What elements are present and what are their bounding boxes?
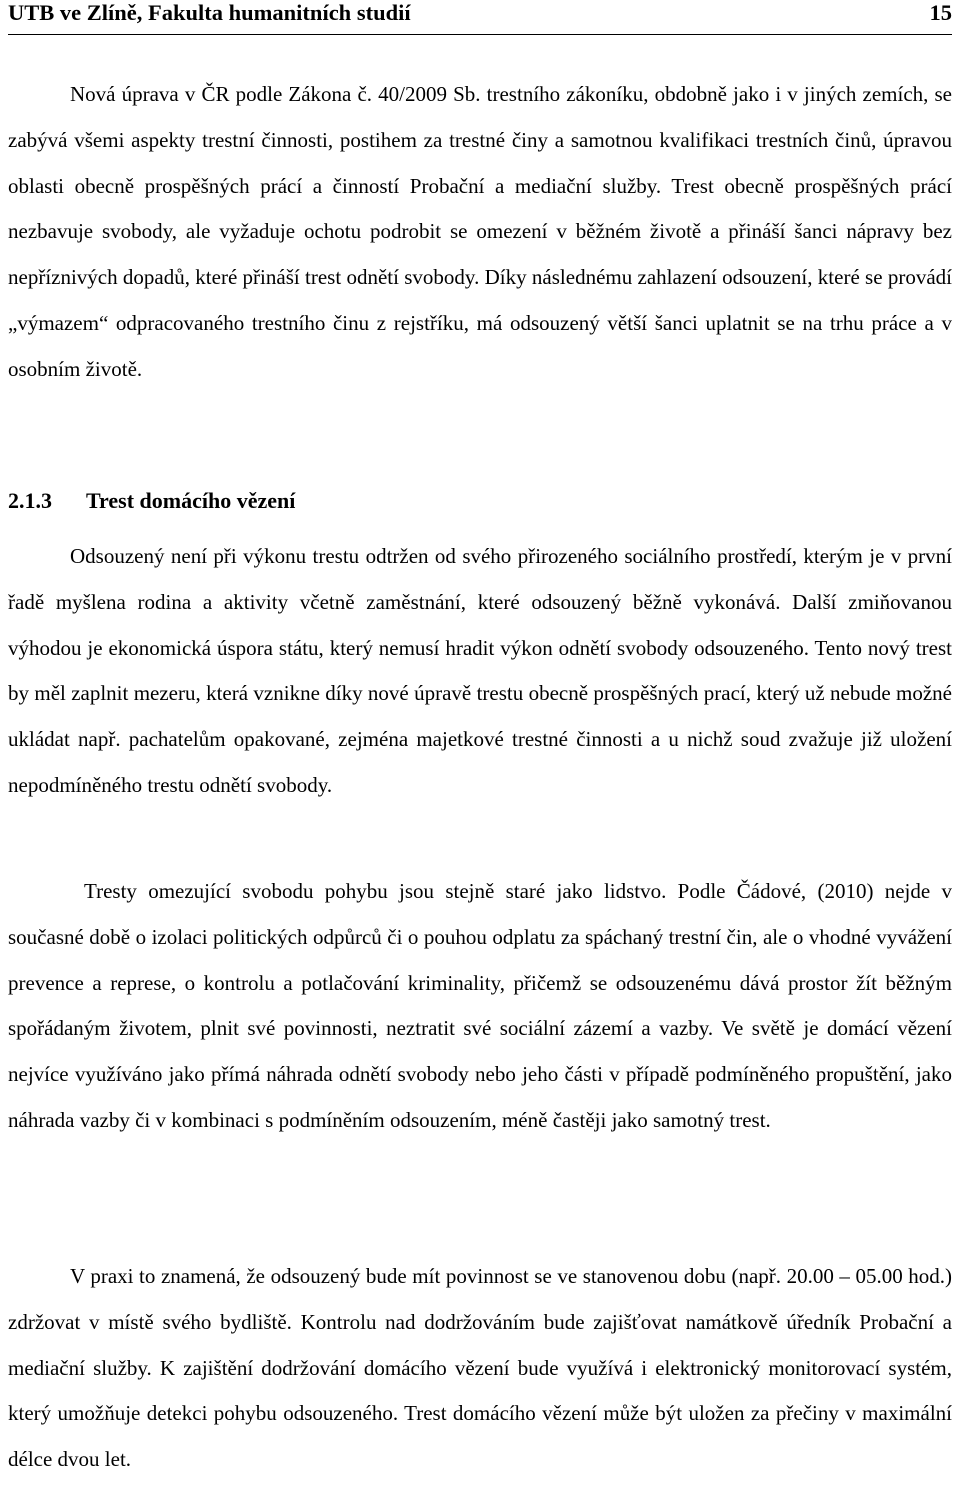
section-title: Trest domácího vězení [86, 488, 296, 513]
page-number: 15 [929, 0, 952, 25]
section-number: 2.1.3 [8, 488, 52, 513]
paragraph-4: V praxi to znamená, že odsouzený bude mít povinnost se ve stanovenou dobu (např. 20.00 – 05.00 hod.) zdržovat v místě svého bydliště. Kontrolu nad dodržováním bude zajišťovat namátkově úředník Probační a mediační služby. K zajištění dodržování domácího vězení bude využívá i elektronický monitorovací systém, který umožňuje detekci pohybu odsouzeného. Trest domácího vězení může být uložen za přečiny v maximální délce dvou let. [8, 1264, 952, 1472]
paragraph-1: Nová úprava v ČR podle Zákona č. 40/2009 Sb. trestního zákoníku, obdobně jako i v jiných zemích, se zabývá všemi aspekty trestní činnosti, postihem za trestné činy a samotnou kvalifikaci trestních činů, úpravou oblasti obecně prospěšných prácí a činností Probační a mediační služby. Trest obecně prospěšných prácí nezbavuje svobody, ale vyžaduje ochotu podrobit se omezení v běžném životě a přináší šanci nápravy bez nepříznivých dopadů, které přináší trest odnětí svobody. Díky následnému zahlazení odsouzení, které se provádí „výmazem“ odpracovaného trestního činu z rejstříku, má odsouzený větší šanci uplatnit se na trhu práce a v osobním životě. [8, 82, 952, 381]
section-heading [8, 487, 295, 515]
page-header [8, 0, 952, 35]
paragraph-3: Tresty omezující svobodu pohybu jsou stejně staré jako lidstvo. Podle Čádové, (2010) nejde v současné době o izolaci politických odpůrců či o pouhou odplatu za spáchaný trestní čin, ale o vhodné vyvážení prevence a represe, o kontrolu a potlačování kriminality, přičemž se odsouzenému dává prostor žít běžným spořádaným životem, plnit své povinnosti, neztratit své sociální zázemí a vazby. Ve světě je domácí vězení nejvíce využíváno jako přímá náhrada odnětí svobody nebo jeho části v případě podmíněného propuštění, jako náhrada vazby či v kombinaci s podmíněním odsouzením, méně častěji jako samotný trest. [8, 879, 952, 1132]
paragraph-2: Odsouzený není při výkonu trestu odtržen od svého přirozeného sociálního prostředí, kterým je v první řadě myšlena rodina a aktivity včetně zaměstnání, které odsouzený běžně vykonává. Další zmiňovanou výhodou je ekonomická úspora státu, který nemusí hradit výkon odnětí svobody odsouzeného. Tento nový trest by měl zaplnit mezeru, která vznikne díky nové úpravě trestu obecně prospěšných prací, který už nebude možné ukládat např. pachatelům opakované, zejména majetkové trestné činnosti a u nichž soud zvažuje již uložení nepodmíněného trestu odnětí svobody. [8, 544, 952, 797]
university-name: UTB ve Zlíně, Fakulta humanitních studií [8, 0, 411, 25]
